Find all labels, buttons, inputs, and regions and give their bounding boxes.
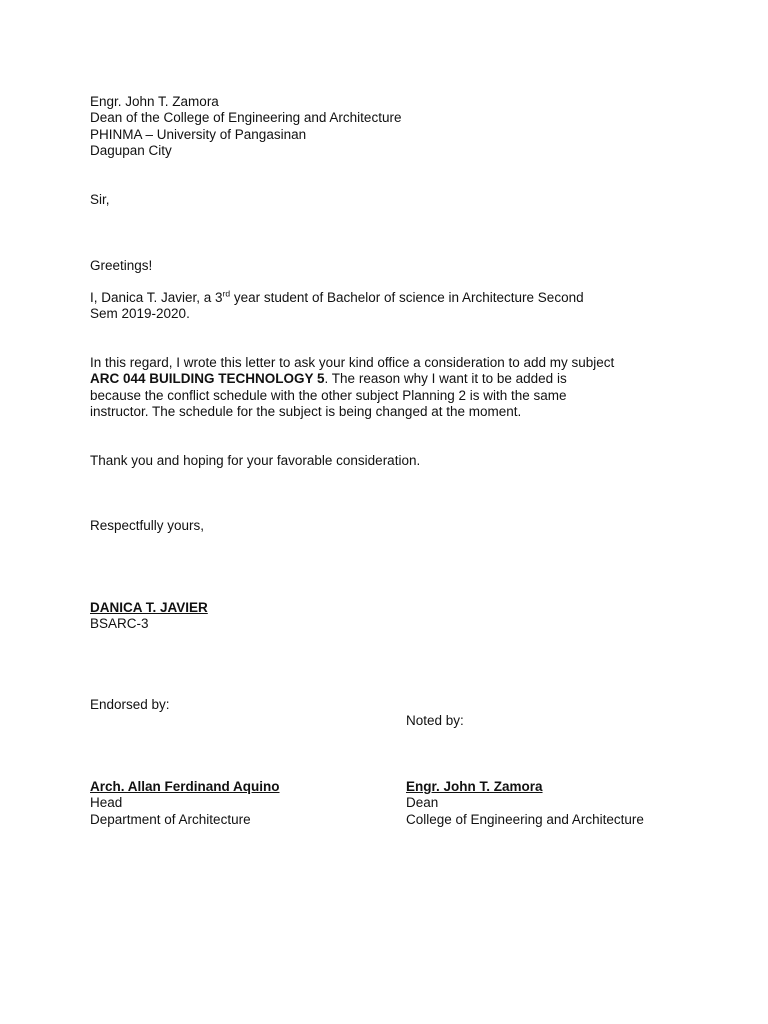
request-line-2-rest: . The reason why I want it to be added is: [324, 371, 567, 386]
thanks-line: Thank you and hoping for your favorable consideration.: [90, 453, 421, 468]
request-line-3: because the conflict schedule with the other subject Planning 2 is with the same: [90, 388, 567, 403]
recipient-name: Engr. John T. Zamora: [90, 94, 219, 109]
ordinal-suffix: rd: [222, 288, 231, 299]
endorser-position: Head: [90, 795, 123, 810]
noter-position: Dean: [406, 795, 439, 810]
recipient-institution: PHINMA – University of Pangasinan: [90, 127, 307, 142]
request-line-2: [90, 371, 567, 387]
salutation: Sir,: [90, 192, 110, 207]
request-line-4: instructor. The schedule for the subject is being changed at the moment.: [90, 404, 522, 419]
noter-department: College of Engineering and Architecture: [406, 812, 644, 827]
endorsed-label: Endorsed by:: [90, 697, 170, 712]
request-line-1: In this regard, I wrote this letter to ask your kind office a consideration to add my subject: [90, 355, 615, 370]
intro-text-end: year student of Bachelor of science in Architecture Second: [230, 290, 584, 305]
noter-name: Engr. John T. Zamora: [406, 779, 543, 794]
subject-name: ARC 044 BUILDING TECHNOLOGY 5: [90, 371, 325, 386]
intro-line-1: [90, 290, 584, 306]
intro-line-2: Sem 2019-2020.: [90, 306, 190, 321]
recipient-city: Dagupan City: [90, 143, 172, 158]
sender-name: DANICA T. JAVIER: [90, 600, 208, 615]
noted-label: Noted by:: [406, 713, 464, 728]
recipient-title: Dean of the College of Engineering and Architecture: [90, 110, 402, 125]
sender-section: BSARC-3: [90, 616, 149, 631]
closing: Respectfully yours,: [90, 518, 205, 533]
greeting: Greetings!: [90, 258, 153, 273]
intro-text-start: I, Danica T. Javier, a 3: [90, 290, 223, 305]
endorser-name: Arch. Allan Ferdinand Aquino: [90, 779, 280, 794]
endorser-department: Department of Architecture: [90, 812, 251, 827]
